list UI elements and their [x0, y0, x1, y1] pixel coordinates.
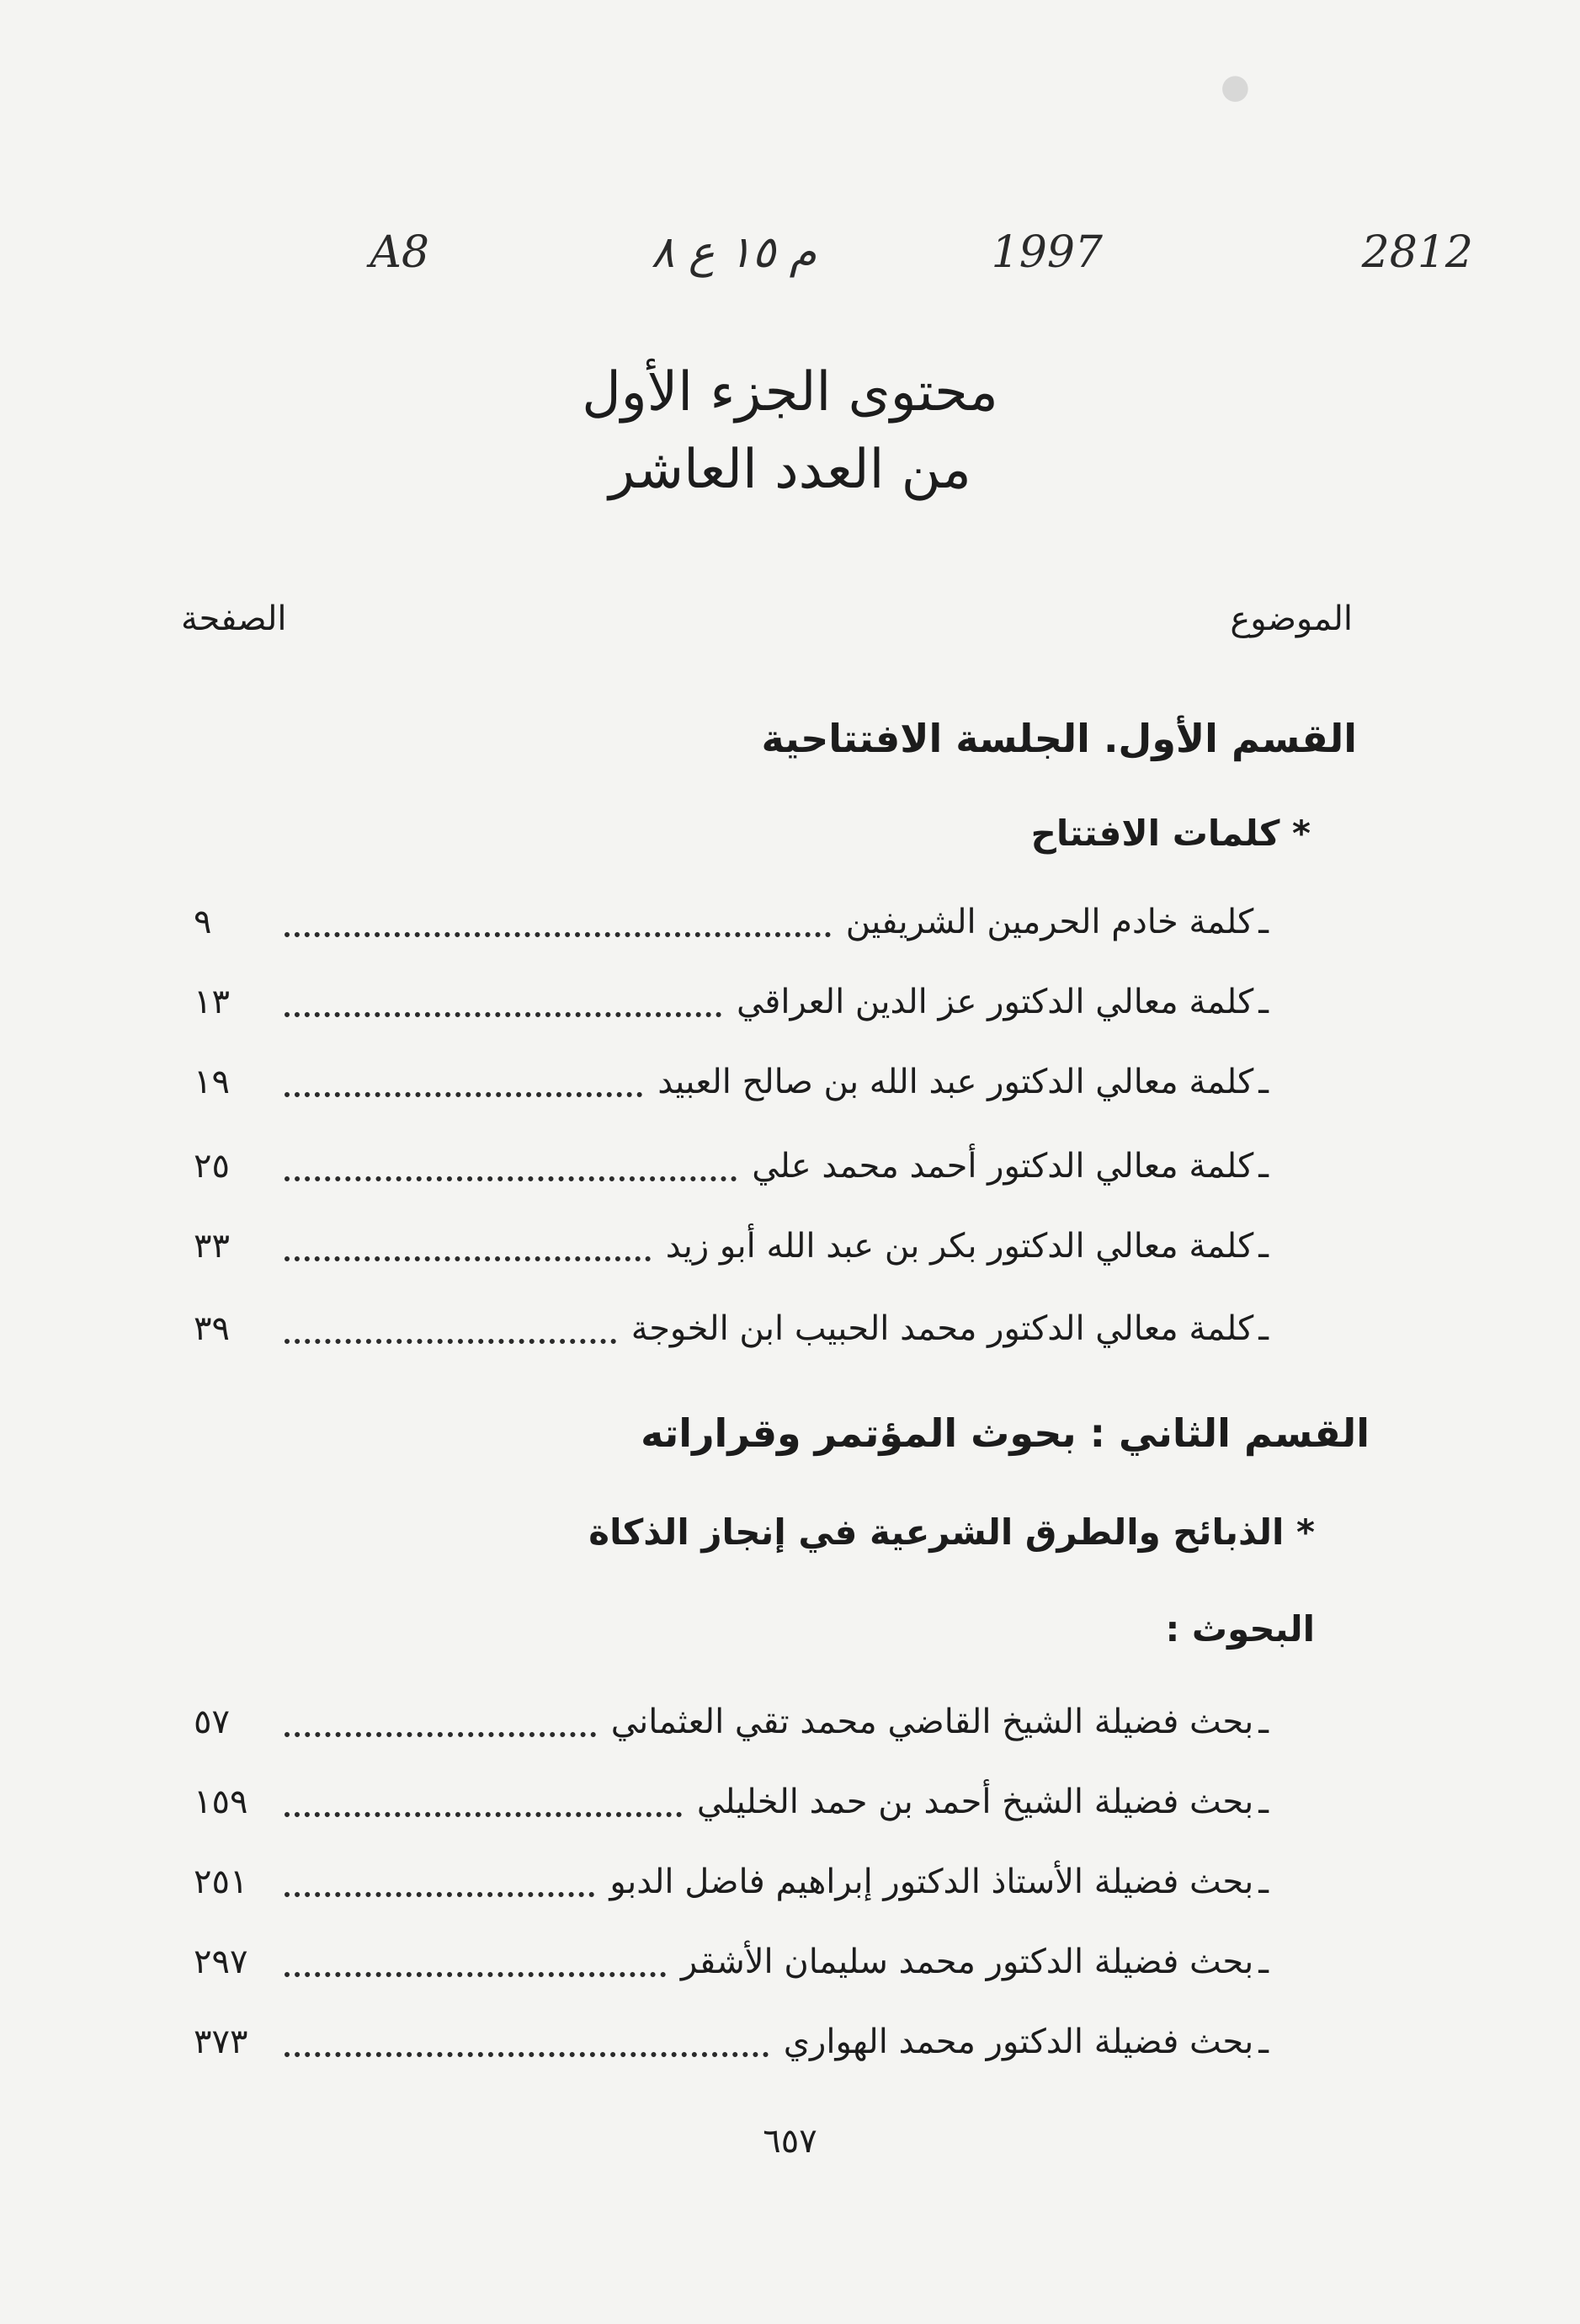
- toc-entry-text: بحث فضيلة الشيخ أحمد بن حمد الخليلي: [696, 1783, 1254, 1821]
- toc-entry: ـ كلمة معالي الدكتور عبد الله بن صالح العبيد ١٩: [194, 1063, 1269, 1101]
- toc-entry: ـ بحث فضيلة الدكتور محمد الهواري ٣٧٣: [194, 2023, 1269, 2061]
- toc-entry-text: بحث فضيلة الدكتور محمد الهواري: [783, 2023, 1254, 2061]
- toc-entry-page: ١٩: [194, 1063, 230, 1101]
- toc-entry: ـ كلمة معالي الدكتور محمد الحبيب ابن الخوجة ٣٩: [194, 1309, 1269, 1348]
- toc-entry: ـ بحث فضيلة الدكتور محمد سليمان الأشقر ٢٩٧: [194, 1943, 1269, 1981]
- title-line-2: من العدد العاشر: [609, 439, 971, 501]
- leader-dots: [285, 1887, 594, 1897]
- annotation-code: 2812: [1361, 227, 1473, 278]
- toc-entry-page: ٣٩: [194, 1309, 230, 1348]
- section-2-title: القسم الثاني : بحوث المؤتمر وقراراته: [641, 1410, 1370, 1456]
- toc-entry: ـ كلمة خادم الحرمين الشريفين ٩: [194, 903, 1269, 941]
- show-through-marks: ●: [1221, 67, 1250, 106]
- section-1-subsection: * كلمات الافتتاح: [1030, 813, 1311, 854]
- toc-entry-text: كلمة معالي الدكتور عبد الله بن صالح العبيد: [657, 1063, 1254, 1101]
- annotation-ref: م ١٥ ع ٨: [651, 227, 817, 278]
- section-2-subsection: * الذبائح والطرق الشرعية في إنجاز الذكاة: [588, 1511, 1315, 1553]
- leader-dots: [285, 1334, 616, 1344]
- handwritten-annotation: [227, 227, 1473, 303]
- toc-entry: ـ كلمة معالي الدكتور عز الدين العراقي ١٣: [194, 983, 1269, 1021]
- leader-dots: [285, 927, 831, 937]
- leader-dots: [285, 1171, 737, 1181]
- toc-entry: ـ كلمة معالي الدكتور بكر بن عبد الله أبو زيد ٣٣: [194, 1227, 1269, 1266]
- toc-entry: ـ بحث فضيلة الشيخ أحمد بن حمد الخليلي ١٥٩: [194, 1783, 1269, 1821]
- leader-dots: [285, 2047, 769, 2057]
- toc-entry-text: كلمة معالي الدكتور بكر بن عبد الله أبو زيد: [665, 1227, 1254, 1266]
- annotation-num: A8: [370, 227, 429, 278]
- title-line-1: محتوى الجزء الأول: [582, 361, 998, 424]
- leader-dots: [285, 1807, 682, 1817]
- toc-entry-page: ٣٣: [194, 1227, 230, 1266]
- toc-entry-text: بحث فضيلة الشيخ القاضي محمد تقي العثماني: [610, 1703, 1254, 1741]
- toc-entry-page: ١٣: [194, 983, 230, 1021]
- leader-dots: [285, 1087, 642, 1097]
- section-2-label: البحوث :: [1165, 1608, 1315, 1650]
- toc-entry-text: بحث فضيلة الدكتور محمد سليمان الأشقر: [680, 1943, 1254, 1981]
- leader-dots: [285, 1967, 666, 1977]
- toc-entry: ـ بحث فضيلة الأستاذ الدكتور إبراهيم فاضل الدبو ٢٥١: [194, 1863, 1269, 1901]
- toc-entry-page: ٣٧٣: [194, 2023, 248, 2061]
- toc-entry-page: ٢٥: [194, 1147, 230, 1186]
- toc-entry-text: كلمة معالي الدكتور عز الدين العراقي: [736, 983, 1254, 1021]
- leader-dots: [285, 1007, 721, 1017]
- toc-entry: ـ بحث فضيلة الشيخ القاضي محمد تقي العثماني ٥٧: [194, 1703, 1269, 1741]
- toc-entry-page: ١٥٩: [194, 1783, 248, 1821]
- leader-dots: [285, 1251, 651, 1261]
- toc-entry-text: كلمة معالي الدكتور محمد الحبيب ابن الخوجة: [630, 1309, 1254, 1348]
- leader-dots: [285, 1727, 596, 1737]
- annotation-year: 1997: [991, 227, 1103, 278]
- column-header-page: الصفحة: [181, 600, 287, 638]
- page-title: [0, 354, 1580, 509]
- page-number: ٦٥٧: [763, 2122, 817, 2161]
- toc-entry-page: ٢٥١: [194, 1863, 248, 1901]
- toc-entry-text: بحث فضيلة الأستاذ الدكتور إبراهيم فاضل الدبو: [609, 1863, 1254, 1901]
- toc-entry-page: ٥٧: [194, 1703, 230, 1741]
- toc-entry: ـ كلمة معالي الدكتور أحمد محمد علي ٢٥: [194, 1147, 1269, 1186]
- column-header-topic: الموضوع: [1230, 600, 1353, 638]
- toc-entry-text: كلمة خادم الحرمين الشريفين: [845, 903, 1254, 941]
- toc-entry-text: كلمة معالي الدكتور أحمد محمد علي: [752, 1147, 1254, 1186]
- section-1-title: القسم الأول. الجلسة الافتتاحية: [761, 716, 1357, 761]
- toc-entry-page: ٢٩٧: [194, 1943, 248, 1981]
- toc-entry-page: ٩: [194, 903, 212, 941]
